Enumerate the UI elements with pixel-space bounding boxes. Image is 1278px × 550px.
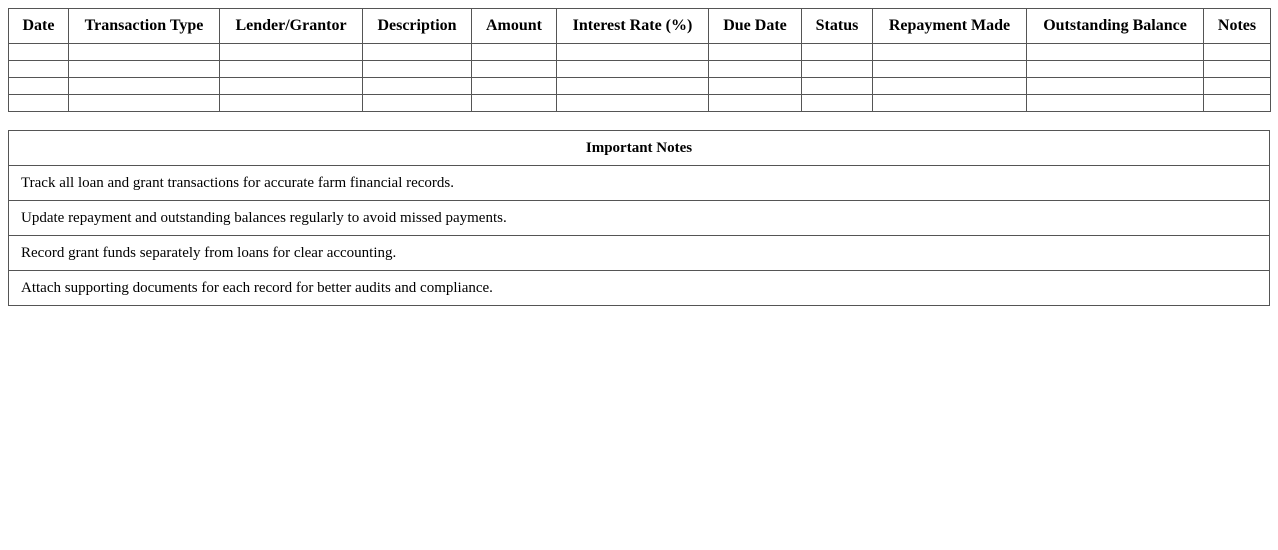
note-row [9,236,1270,271]
table-cell[interactable] [802,61,873,78]
table-cell[interactable] [873,78,1027,95]
table-cell[interactable] [69,61,220,78]
column-header-interest-rate: Interest Rate (%) [557,9,709,44]
note-row [9,166,1270,201]
table-cell[interactable] [69,78,220,95]
table-cell[interactable] [873,61,1027,78]
table-cell[interactable] [9,61,69,78]
table-cell[interactable] [709,95,802,112]
table-cell[interactable] [363,78,472,95]
important-notes-table [8,130,1270,306]
table-cell[interactable] [9,95,69,112]
column-header-outstanding-balance: Outstanding Balance [1027,9,1204,44]
notes-header-row [9,131,1270,166]
table-cell[interactable] [802,44,873,61]
table-cell[interactable] [709,78,802,95]
ledger-header-row [9,9,1271,44]
table-cell[interactable] [220,95,363,112]
table-row [9,78,1271,95]
table-cell[interactable] [557,95,709,112]
table-cell[interactable] [1027,61,1204,78]
table-cell[interactable] [1204,95,1271,112]
table-cell[interactable] [472,78,557,95]
note-row [9,201,1270,236]
table-cell[interactable] [69,95,220,112]
table-cell[interactable] [1027,78,1204,95]
table-cell[interactable] [1027,44,1204,61]
table-row [9,61,1271,78]
column-header-date: Date [9,9,69,44]
note-item: Attach supporting documents for each record for better audits and compliance. [9,271,1270,306]
table-cell[interactable] [363,95,472,112]
table-cell[interactable] [557,78,709,95]
table-cell[interactable] [1204,78,1271,95]
table-cell[interactable] [709,44,802,61]
table-cell[interactable] [220,44,363,61]
loan-grant-ledger-table [8,8,1271,112]
table-cell[interactable] [363,44,472,61]
note-row [9,271,1270,306]
column-header-notes: Notes [1204,9,1271,44]
table-row [9,44,1271,61]
table-cell[interactable] [69,44,220,61]
note-item: Update repayment and outstanding balances regularly to avoid missed payments. [9,201,1270,236]
table-cell[interactable] [802,95,873,112]
table-cell[interactable] [472,44,557,61]
table-cell[interactable] [1027,95,1204,112]
column-header-description: Description [363,9,472,44]
table-cell[interactable] [557,44,709,61]
table-cell[interactable] [1204,44,1271,61]
table-cell[interactable] [472,95,557,112]
column-header-repayment-made: Repayment Made [873,9,1027,44]
table-cell[interactable] [802,78,873,95]
column-header-due-date: Due Date [709,9,802,44]
table-cell[interactable] [709,61,802,78]
table-cell[interactable] [873,44,1027,61]
table-row [9,95,1271,112]
table-cell[interactable] [9,44,69,61]
table-cell[interactable] [1204,61,1271,78]
table-cell[interactable] [9,78,69,95]
table-cell[interactable] [873,95,1027,112]
note-item: Record grant funds separately from loans for clear accounting. [9,236,1270,271]
column-header-lender-grantor: Lender/Grantor [220,9,363,44]
table-cell[interactable] [363,61,472,78]
table-cell[interactable] [557,61,709,78]
table-cell[interactable] [220,61,363,78]
column-header-amount: Amount [472,9,557,44]
table-cell[interactable] [472,61,557,78]
table-cell[interactable] [220,78,363,95]
notes-title: Important Notes [9,131,1270,166]
column-header-transaction-type: Transaction Type [69,9,220,44]
note-item: Track all loan and grant transactions for accurate farm financial records. [9,166,1270,201]
column-header-status: Status [802,9,873,44]
